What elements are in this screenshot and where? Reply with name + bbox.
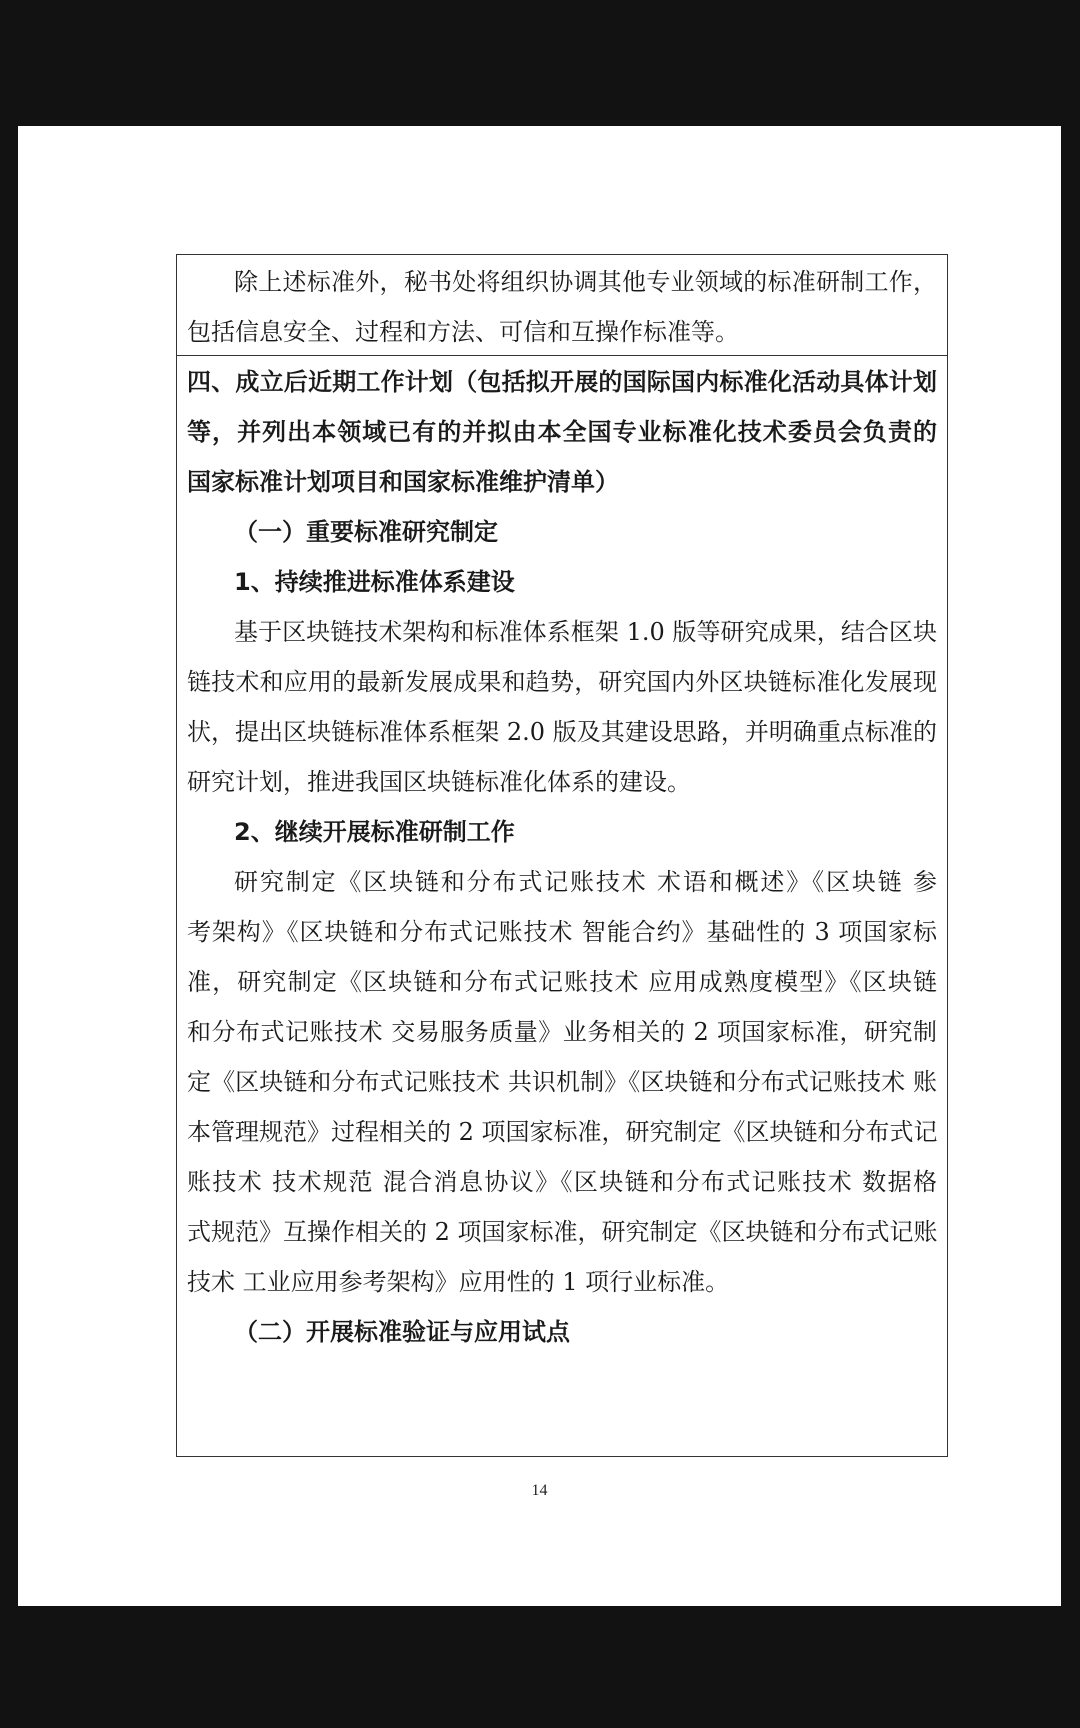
- subsection-title: （一）重要标准研究制定: [234, 518, 498, 546]
- document-page: [18, 126, 1061, 1606]
- paragraph-line: 链技术和应用的最新发展成果和趋势，研究国内外区块链标准化发展现: [187, 668, 937, 696]
- paragraph-line: 考架构》《区块链和分布式记账技术 智能合约》基础性的 3 项国家标: [187, 918, 937, 946]
- page-number: 14: [531, 1482, 548, 1499]
- subsection-title: （二）开展标准验证与应用试点: [234, 1318, 570, 1346]
- subsection-title: 1、持续推进标准体系建设: [234, 568, 515, 596]
- subsection-title: 2、继续开展标准研制工作: [234, 818, 515, 846]
- paragraph-line: 和分布式记账技术 交易服务质量》业务相关的 2 项国家标准，研究制: [187, 1018, 937, 1046]
- paragraph-line: 基于区块链技术架构和标准体系框架 1.0 版等研究成果，结合区块: [234, 618, 937, 646]
- paragraph-line: 本管理规范》过程相关的 2 项国家标准，研究制定《区块链和分布式记: [187, 1118, 938, 1146]
- table-row-standards-note: [177, 255, 947, 356]
- paragraph-line: 除上述标准外，秘书处将组织协调其他专业领域的标准研制工作，: [234, 268, 937, 296]
- content-table: [176, 254, 948, 1457]
- section-heading-line: 等，并列出本领域已有的并拟由本全国专业标准化技术委员会负责的: [187, 418, 937, 446]
- section-heading-line: 四、成立后近期工作计划（包括拟开展的国际国内标准化活动具体计划: [187, 368, 937, 396]
- paragraph-line: 准，研究制定《区块链和分布式记账技术 应用成熟度模型》《区块链: [187, 968, 937, 996]
- paragraph-line: 包括信息安全、过程和方法、可信和互操作标准等。: [187, 318, 739, 346]
- section-heading-line: 国家标准计划项目和国家标准维护清单）: [187, 468, 619, 496]
- paragraph-line: 技术 工业应用参考架构》应用性的 1 项行业标准。: [187, 1268, 730, 1296]
- paragraph-line: 状，提出区块链标准体系框架 2.0 版及其建设思路，并明确重点标准的: [187, 718, 937, 746]
- paragraph-line: 式规范》互操作相关的 2 项国家标准，研究制定《区块链和分布式记账: [187, 1218, 938, 1246]
- paragraph-line: 研究计划，推进我国区块链标准化体系的建设。: [187, 768, 691, 796]
- paragraph-line: 研究制定《区块链和分布式记账技术 术语和概述》《区块链 参: [234, 868, 937, 896]
- paragraph-line: 定《区块链和分布式记账技术 共识机制》《区块链和分布式记账技术 账: [187, 1068, 937, 1096]
- paragraph-line: 账技术 技术规范 混合消息协议》《区块链和分布式记账技术 数据格: [187, 1168, 937, 1196]
